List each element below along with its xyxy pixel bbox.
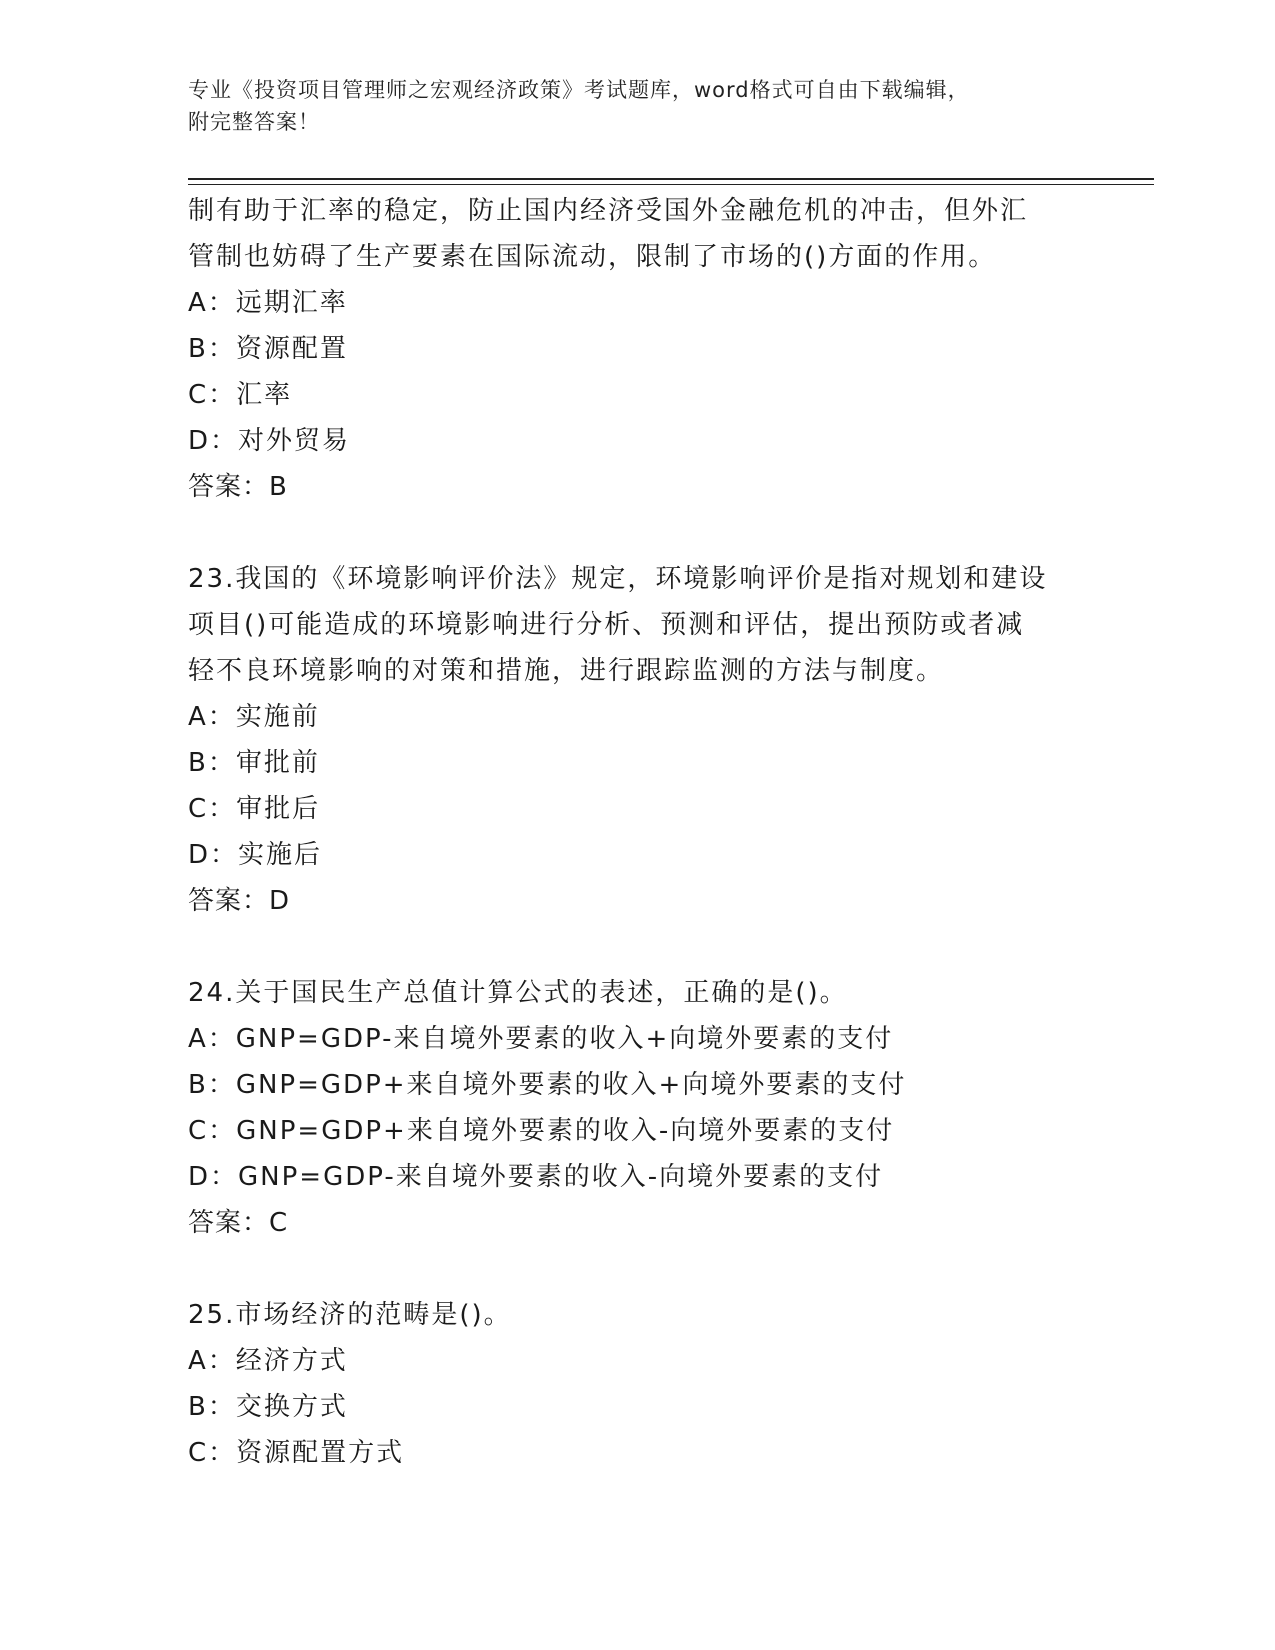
answer: 答案：D (188, 886, 291, 916)
question-24 (188, 970, 1088, 1246)
option-c: C：GNP=GDP+来自境外要素的收入-向境外要素的支付 (188, 1116, 895, 1146)
question-list (188, 188, 1088, 1476)
option-c: C：资源配置方式 (188, 1438, 405, 1468)
option-a: A：远期汇率 (188, 288, 348, 318)
answer: 答案：C (188, 1208, 289, 1238)
option-c: C：汇率 (188, 380, 293, 410)
question-text-line: 管制也妨碍了生产要素在国际流动，限制了市场的()方面的作用。 (188, 242, 997, 272)
question-22 (188, 188, 1088, 510)
option-b: B：GNP=GDP+来自境外要素的收入+向境外要素的支付 (188, 1070, 907, 1100)
question-text-line: 项目()可能造成的环境影响进行分析、预测和评估，提出预防或者减 (188, 610, 1025, 640)
option-b: B：审批前 (188, 748, 320, 778)
option-d: D：对外贸易 (188, 426, 351, 456)
header-divider-thin (188, 184, 1154, 185)
option-d: D：GNP=GDP-来自境外要素的收入-向境外要素的支付 (188, 1162, 884, 1192)
header-line-1: 专业《投资项目管理师之宏观经济政策》考试题库，word格式可自由下载编辑， (188, 78, 970, 102)
header-divider (188, 178, 1154, 180)
question-text-line: 25.市场经济的范畴是()。 (188, 1300, 512, 1330)
page-header (188, 74, 1068, 138)
question-text-line: 24.关于国民生产总值计算公式的表述，正确的是()。 (188, 978, 848, 1008)
question-23 (188, 556, 1088, 924)
question-text-line: 制有助于汇率的稳定，防止国内经济受国外金融危机的冲击，但外汇 (188, 196, 1029, 226)
option-a: A：经济方式 (188, 1346, 348, 1376)
option-b: B：资源配置 (188, 334, 348, 364)
option-a: A：GNP=GDP-来自境外要素的收入+向境外要素的支付 (188, 1024, 894, 1054)
option-d: D：实施后 (188, 840, 323, 870)
answer: 答案：B (188, 472, 288, 502)
question-text-line: 23.我国的《环境影响评价法》规定，环境影响评价是指对规划和建设 (188, 564, 1048, 594)
option-b: B：交换方式 (188, 1392, 348, 1422)
option-a: A：实施前 (188, 702, 320, 732)
header-line-2: 附完整答案！ (188, 110, 320, 134)
question-text-line: 轻不良环境影响的对策和措施，进行跟踪监测的方法与制度。 (188, 656, 945, 686)
question-25 (188, 1292, 1088, 1476)
option-c: C：审批后 (188, 794, 321, 824)
